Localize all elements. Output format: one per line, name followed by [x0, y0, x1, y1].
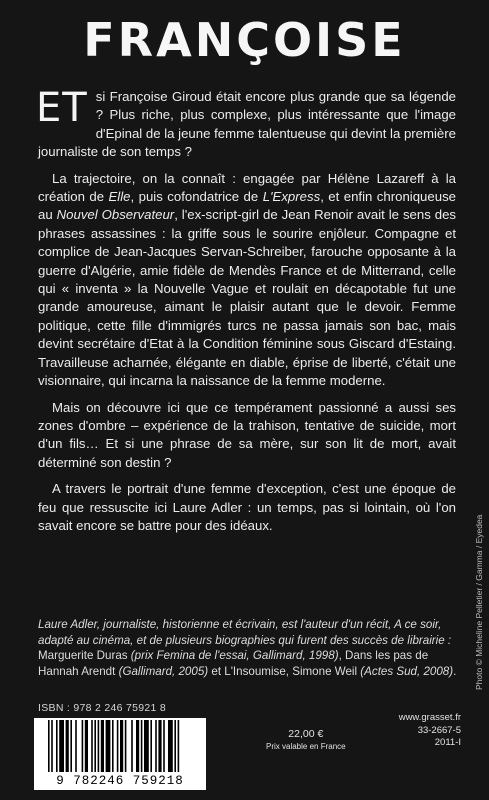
bio-part: et L'Insoumise, Simone Weil: [208, 664, 361, 678]
price-note: Prix valable en France: [266, 742, 346, 751]
paragraph-2: [38, 170, 456, 391]
paragraph-4: A travers le portrait d'une femme d'exception, c'est une époque de feu que ressuscite ici Laure Adler : un temps, pas si lointain, où l'on savait encore se battre pour des idéaux.: [38, 481, 456, 533]
paragraph-2-part: , puis cofondatrice de: [130, 189, 263, 205]
back-cover-text: [36, 85, 457, 543]
bio-part: .: [453, 664, 457, 678]
magazine-title-express: L'Express: [262, 189, 321, 205]
paragraph-1-text: si Françoise Giroud était encore plus grande que sa légende ? Plus riche, plus complexe, plus intéressante que l'image d'Epinal de la jeune femme talentueuse qui devint la première journaliste de son temps ?: [38, 89, 456, 160]
bio-part: (Gallimard, 2005): [118, 664, 209, 678]
paragraph-2-part: La trajectoire, on la connaît : engagée par Hélène Lazareff à la création de: [38, 170, 456, 205]
paragraph-1: [36, 85, 456, 162]
bio-part: (Actes Sud, 2008): [360, 664, 454, 678]
author-bio: [38, 617, 462, 679]
barcode-bars-icon: [38, 720, 202, 774]
paragraph-2-part: , l'ex-script-girl de Jean Renoir avait le sens des phrases assassines : la griffe sous le sourire enjôleur. Compagne et complice de Jean-Jacques Servan-Schreiber, farouche opposante à la guerre d'Algérie, amie fidèle de Mendès France et de Mitterrand, celle qui « inventa » la Nouvelle Vague et roulait en décapotable fut une grande amoureuse, aimant le plaisir autant que le devoir. Femme politique, cette fille d'immigrés turcs ne passa jamais son bac, mais devint secrétaire d'Etat à la Condition féminine sous Giscard d'Estaing. Travailleuse acharnée, élégante en diable, éprise de liberté, c'était une visionnaire, qui incarna la naissance de la femme moderne.: [38, 207, 457, 389]
price-amount: 22,00 €: [288, 728, 324, 740]
bio-part: (prix Femina de l'essai, Gallimard, 1998): [130, 649, 339, 663]
bio-part: Marguerite Duras: [38, 649, 131, 663]
magazine-title-nouvel-observateur: Nouvel Observateur: [56, 207, 175, 223]
book-title: FRANÇOISE: [83, 13, 406, 67]
barcode-number: 9 782246 759218: [56, 774, 184, 788]
publisher-code: 33-2667-5: [417, 724, 461, 736]
bio-part: , Dans les pas de Hannah Arendt: [38, 649, 429, 678]
photo-credit: Photo © Micheline Pelletier / Gamma / Eyedea: [474, 514, 484, 690]
isbn: ISBN : 978 2 246 75921 8: [38, 702, 167, 714]
barcode: [34, 718, 206, 790]
magazine-title-elle: Elle: [108, 189, 131, 205]
price-block: [266, 728, 346, 751]
paragraph-3: Mais on découvre ici que ce tempérament passionné a aussi ses zones d'ombre – expérience de la trahison, tentative de suicide, mort d'un fils… Et si une phrase de sa mère, sur son lit de mort, avait déterminé son destin ?: [38, 399, 456, 470]
publisher-info: [399, 712, 461, 750]
publisher-edition: 2011-I: [434, 737, 461, 748]
publisher-url: www.grasset.fr: [398, 712, 461, 723]
paragraph-2-part: , et enfin chroniqueuse au: [38, 189, 456, 223]
bio-part: Laure Adler, journaliste, historienne et écrivain, est l'auteur d'un récit, A ce soir, adapté au cinéma, et de plusieurs biographies qui furent des succès de librairie :: [38, 618, 452, 647]
drop-cap: ET: [36, 85, 88, 131]
